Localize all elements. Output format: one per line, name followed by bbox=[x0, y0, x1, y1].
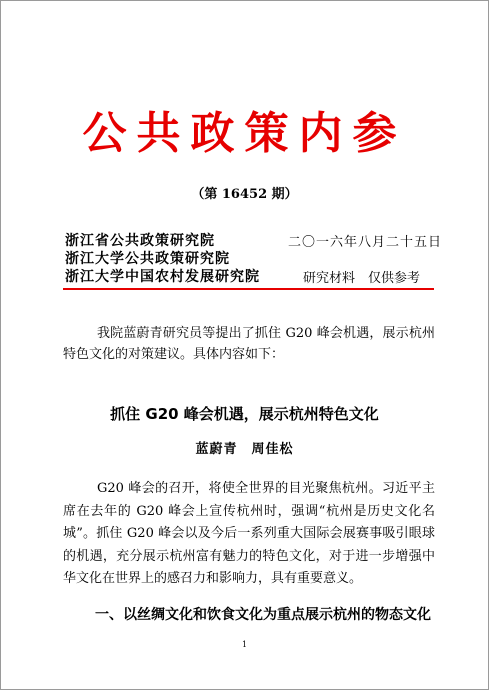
org-name-1: 浙江省公共政策研究院 bbox=[65, 233, 215, 249]
intro-paragraph: 我院蓝蔚青研究员等提出了抓住 G20 峰会机遇，展示杭州特色文化的对策建议。具体内容如下： bbox=[63, 326, 435, 362]
confidentiality-note: 研究材料 仅供参考 bbox=[303, 271, 421, 286]
red-divider-line bbox=[63, 288, 434, 290]
section-heading: 一、以丝绸文化和饮食文化为重点展示杭州的物态文化 bbox=[95, 607, 431, 623]
issue-date: 二〇一六年八月二十五日 bbox=[288, 235, 443, 250]
issue-number: （第 16452 期） bbox=[191, 187, 298, 202]
document-title: 公共政策内参 bbox=[82, 108, 407, 159]
org-name-3: 浙江大学中国农村发展研究院 bbox=[65, 269, 260, 285]
article-authors: 蓝蔚青 周佳松 bbox=[195, 442, 294, 457]
page-number: 1 bbox=[241, 640, 248, 649]
article-title: 抓住 G20 峰会机遇，展示杭州特色文化 bbox=[110, 405, 379, 423]
body-paragraph: G20 峰会的召开，将使全世界的目光聚焦杭州。习近平主席在去年的 G20 峰会上宣传杭州时，强调“杭州是历史文化名城”。抓住 G20 峰会以及今后一系列重大国际会展赛事吸引眼球的机遇，充分展示杭州富有魅力的特色文化，对于进一步增强中华文化在世界上的感召力和影响力，具有重要意义。 bbox=[63, 481, 435, 586]
org-name-2: 浙江大学公共政策研究院 bbox=[65, 251, 230, 267]
